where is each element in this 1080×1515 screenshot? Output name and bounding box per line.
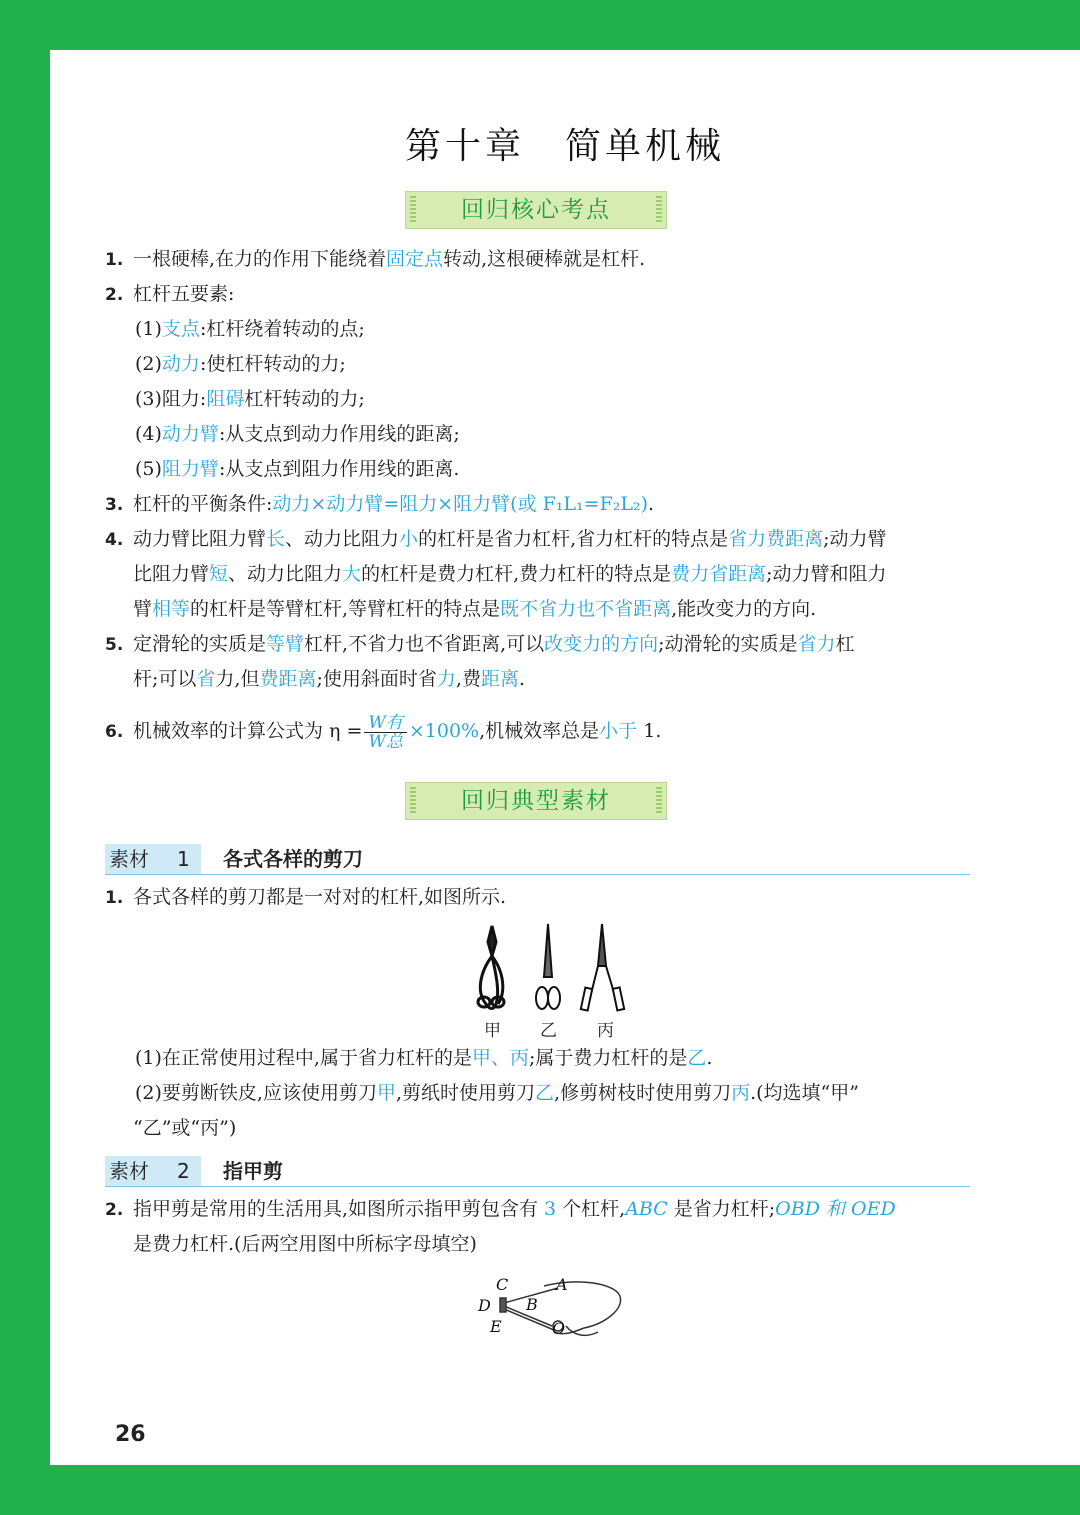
answer: ×100% [408, 720, 480, 742]
material-title: 指甲剪 [223, 1159, 283, 1183]
answer: 支点 [161, 318, 200, 340]
item-number: 2. [105, 285, 124, 305]
text: 杠 [835, 633, 855, 655]
text: ,剪纸时使用剪刀 [395, 1082, 536, 1104]
answer: 阻碍 [206, 388, 245, 410]
text: (3)阻力: [135, 388, 207, 410]
item-number: 1. [105, 250, 124, 270]
tag-number: 1 [177, 847, 190, 871]
answer: 距离 [480, 668, 519, 690]
nail-clipper-figure [474, 1276, 624, 1346]
efficiency-fraction [364, 714, 406, 751]
text: ;动力臂 [823, 528, 887, 550]
answer: 甲 [376, 1082, 396, 1104]
text: ,机械效率总是 [479, 720, 600, 742]
material-1-sub-2 [105, 1080, 859, 1106]
answer: 省力费距离 [728, 528, 824, 550]
item-5-line-1 [105, 631, 855, 658]
fraction-numerator: W有 [364, 714, 406, 733]
text: ;动滑轮的实质是 [658, 633, 798, 655]
item-4-line-1 [105, 526, 887, 553]
item-5-line-2 [105, 666, 525, 692]
answer: 动力臂 [161, 423, 219, 445]
section-banner-material: 回归典型素材 [405, 782, 667, 820]
page-number: 26 [115, 1422, 146, 1447]
item-number: 1. [105, 888, 124, 908]
item-2-sub-2 [105, 351, 346, 377]
material-tag [105, 844, 201, 874]
page-title: 第十章 简单机械 [404, 126, 725, 167]
item-1 [105, 246, 645, 273]
text: 定滑轮的实质是 [133, 633, 267, 655]
material-1-sub-2-cont [105, 1115, 236, 1141]
material-2-header [105, 1156, 970, 1187]
answer: 省力 [797, 633, 836, 655]
text: 指甲剪是常用的生活用具,如图所示指甲剪包含有 [133, 1198, 539, 1220]
label-c: C [496, 1276, 509, 1294]
item-2-sub-1 [105, 316, 365, 342]
answer: 长 [266, 528, 286, 550]
item-3 [105, 491, 654, 518]
answer: 相等 [152, 598, 191, 620]
item-2-sub-3 [105, 386, 365, 412]
text: :杠杆绕着转动的点; [199, 318, 365, 340]
text: 比阻力臂 [133, 563, 210, 585]
material-1-question [105, 884, 506, 911]
item-number: 6. [105, 722, 124, 742]
answer: 固定点 [386, 248, 444, 270]
answer: 动力 [161, 353, 200, 375]
answer: ABC [625, 1198, 668, 1220]
item-2-sub-5 [105, 456, 459, 482]
tag-number: 2 [177, 1159, 190, 1183]
scissors-yi-icon [536, 924, 560, 1009]
text: (2)要剪断铁皮,应该使用剪刀 [135, 1082, 377, 1104]
material-2-question-line-1 [105, 1196, 896, 1223]
fraction-denominator: W总 [368, 731, 403, 752]
text: 是省力杠杆; [673, 1198, 776, 1220]
text: ;动力臂和阻力 [766, 563, 887, 585]
text: 机械效率的计算公式为 η = [133, 720, 363, 742]
text: . [518, 668, 526, 690]
text: ,修剪树枝时使用剪刀 [554, 1082, 732, 1104]
answer: 费力省距离 [671, 563, 767, 585]
text: “乙”或“丙”) [133, 1117, 237, 1139]
figure-label-bing: 丙 [597, 1021, 614, 1041]
label-a: A [556, 1276, 568, 1294]
page [50, 50, 1080, 1465]
material-1-sub-1 [105, 1045, 712, 1071]
material-2-question-line-2 [105, 1231, 477, 1257]
tag-label: 素材 [109, 1159, 149, 1183]
text: :从支点到阻力作用线的距离. [218, 458, 460, 480]
item-2-sub-4 [105, 421, 460, 447]
figure-label-jia: 甲 [484, 1021, 501, 1041]
text: 一根硬棒,在力的作用下能绕着 [133, 248, 387, 270]
text: . [648, 493, 655, 515]
answer: 3 [544, 1198, 557, 1220]
item-4-line-2 [105, 561, 887, 587]
answer: 乙 [687, 1047, 707, 1069]
text: 1. [637, 720, 662, 742]
text: 的杠杆是费力杠杆,费力杠杆的特点是 [361, 563, 672, 585]
answer: 阻力臂 [161, 458, 219, 480]
item-6 [105, 706, 661, 757]
item-2 [105, 281, 234, 308]
text: 、动力比阻力 [285, 528, 400, 550]
text: .(均选填“甲” [750, 1082, 859, 1104]
answer: 小 [399, 528, 419, 550]
text: . [706, 1047, 713, 1069]
text: (5) [135, 458, 162, 480]
answer: 动力×动力臂=阻力×阻力臂(或 F₁L₁=F₂L₂) [272, 493, 649, 515]
label-d: D [478, 1296, 491, 1315]
text: ;使用斜面时省 [316, 668, 437, 690]
answer: 大 [342, 563, 362, 585]
text: (2) [135, 353, 162, 375]
figure-label-yi: 乙 [540, 1021, 557, 1041]
material-tag [105, 1156, 201, 1186]
text: 臂 [133, 598, 153, 620]
answer: 短 [209, 563, 229, 585]
text: 是费力杠杆.(后两空用图中所标字母填空) [133, 1233, 477, 1255]
label-b: B [526, 1295, 538, 1314]
text: 杆;可以 [133, 668, 197, 690]
text: (1)在正常使用过程中,属于省力杠杆的是 [135, 1047, 472, 1069]
text: 动力臂比阻力臂 [133, 528, 267, 550]
item-number: 5. [105, 635, 124, 655]
item-number: 4. [105, 530, 124, 550]
text: ,能改变力的方向. [671, 598, 817, 620]
text: 杠杆五要素: [133, 283, 235, 305]
item-number: 2. [105, 1200, 124, 1220]
answer: OBD 和 OED [775, 1198, 896, 1220]
text: 转动,这根硬棒就是杠杆. [443, 248, 646, 270]
text: (1) [135, 318, 162, 340]
text: 力,但 [215, 668, 260, 690]
text: 个杠杆, [562, 1198, 626, 1220]
answer: 费距离 [259, 668, 317, 690]
text: ;属于费力杠杆的是 [528, 1047, 688, 1069]
answer: 力 [436, 668, 456, 690]
material-1-header [105, 844, 970, 875]
tag-label: 素材 [109, 847, 149, 871]
item-4-line-3 [105, 596, 816, 622]
scissors-jia-icon [478, 926, 504, 1009]
text: 杠杆,不省力也不省距离,可以 [304, 633, 545, 655]
material-title: 各式各样的剪刀 [223, 847, 363, 871]
text: 、动力比阻力 [228, 563, 343, 585]
text: 杠杆转动的力; [244, 388, 365, 410]
answer: 丙 [731, 1082, 751, 1104]
text: 的杠杆是省力杠杆,省力杠杆的特点是 [418, 528, 729, 550]
scissors-bing-icon [581, 924, 624, 1011]
text: 的杠杆是等臂杠杆,等臂杠杆的特点是 [190, 598, 501, 620]
text: :使杠杆转动的力; [199, 353, 346, 375]
item-number: 3. [105, 495, 124, 515]
answer: 等臂 [266, 633, 305, 655]
answer: 既不省力也不省距离 [500, 598, 672, 620]
section-banner-core: 回归核心考点 [405, 191, 667, 229]
label-o: O [552, 1319, 566, 1338]
label-e: E [490, 1317, 502, 1336]
text: 各式各样的剪刀都是一对对的杠杆,如图所示. [133, 886, 507, 908]
answer: 省 [196, 668, 216, 690]
answer: 改变力的方向 [544, 633, 659, 655]
answer: 乙 [535, 1082, 555, 1104]
answer: 甲、丙 [471, 1047, 529, 1069]
answer: 小于 [599, 720, 638, 742]
text: ,费 [455, 668, 481, 690]
text: (4) [135, 423, 162, 445]
text: :从支点到动力作用线的距离; [218, 423, 460, 445]
text: 杠杆的平衡条件: [133, 493, 273, 515]
